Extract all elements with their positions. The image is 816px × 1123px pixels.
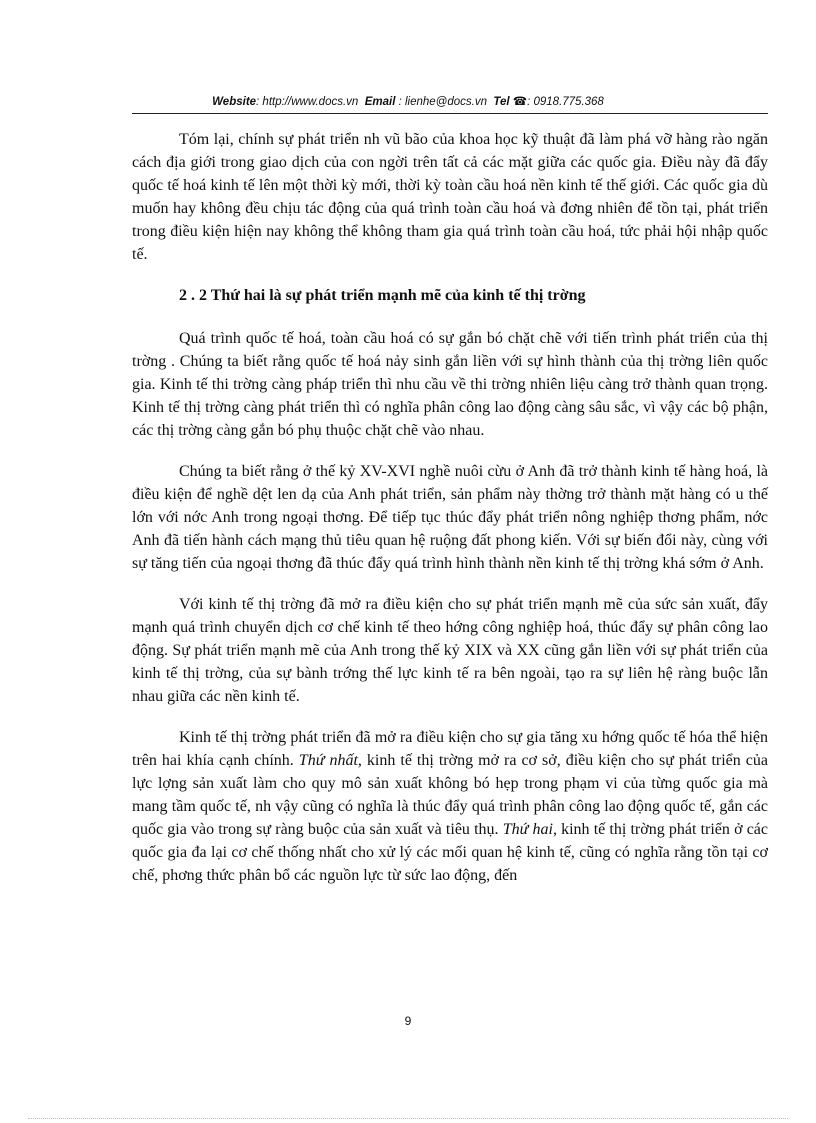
page-number: 9 <box>404 1014 412 1028</box>
email-label: Email <box>364 96 396 108</box>
tel-value: : 0918.775.368 <box>527 96 604 108</box>
tel-label: Tel ☎ <box>493 96 528 108</box>
header-divider <box>132 113 768 114</box>
paragraph-5-part-a: Kinh tế thị trờng phát triển đã mở ra điều kiện cho sự gia tăng xu hớng quốc tế hóa thể hiện trên hai khía cạnh chính. <box>132 729 768 769</box>
page-header <box>0 94 816 108</box>
paragraph-5-part-e: , kinh tế thị trờng phát triển ở các quốc gia đa lại cơ chế thống nhất cho xử lý các mối quan hệ kinh tế, cũng có nghĩa rằng tồn tại cơ chế, phơng thức phân bổ các nguồn lực từ sức lao động, đến <box>132 821 768 884</box>
paragraph-5 <box>132 726 768 887</box>
section-heading: 2 . 2 Thứ hai là sự phát triển mạnh mẽ của kinh tế thị trờng <box>179 287 586 304</box>
paragraph-4: Với kinh tế thị trờng đã mở ra điều kiện cho sự phát triển mạnh mẽ của sức sản xuất, đẩy mạnh quá trình chuyển dịch cơ chế kinh tế theo hớng công nghiệp hoá, thúc đẩy sự phân công lao động. Sự phát triển mạnh mẽ của Anh trong thế kỷ XIX và XX cũng gắn liền với sự phát triển của kinh tế thị trờng, của sự bành trớng thế lực kinh tế ra bên ngoài, tạo ra sự liên hệ ràng buộc lẫn nhau giữa các nền kinh tế. <box>132 596 768 705</box>
paragraph-5-emphasis-second: Thứ hai <box>502 821 553 838</box>
paragraph-3: Chúng ta biết rằng ở thế kỷ XV-XVI nghề nuôi cừu ở Anh đã trở thành kinh tế hàng hoá, là điều kiện để nghề dệt len dạ của Anh phát triển, sản phẩm này thờng trở thành mặt hàng có u thế lớn với nớc Anh trong ngoại thơng. Để tiếp tục thúc đẩy phát triển nông nghiệp thơng phẩm, nớc Anh đã tiến hành cách mạng thủ tiêu quan hệ ruộng đất phong kiến. Với sự biến đổi này, cùng với sự tăng tiến của ngoại thơng đã thúc đẩy quá trình hình thành nền kinh tế thị trờng khá sớm ở Anh. <box>132 463 768 572</box>
document-body <box>132 128 768 905</box>
website-label: Website <box>212 96 257 108</box>
paragraph-2: Quá trình quốc tế hoá, toàn cầu hoá có sự gắn bó chặt chẽ với tiến trình phát triển của thị trờng . Chúng ta biết rằng quốc tế hoá nảy sinh gắn liền với sự hình thành của thị trờng liên quốc gia. Kinh tế thi trờng càng pháp triển thì nhu cầu về thi trờng nhiên liệu càng trở thành quan trọng. Kinh tế thị trờng càng phát triển thì có nghĩa phân công lao động càng sâu sắc, vì vậy các bộ phận, các thị trờng càng gắn bó phụ thuộc chặt chẽ vào nhau. <box>132 330 768 439</box>
page-bottom-border <box>28 1118 788 1119</box>
paragraph-5-part-c: , kinh tế thị trờng mở ra cơ sở, điều kiện cho sự phát triển của lực lợng sản xuất làm cho quy mô sản xuất không bó hẹp trong phạm vi của từng quốc gia mà mang tầm quốc tế, nh vậy cũng có nghĩa là thúc đẩy quá trình phân công lao động quốc tế, gắn các quốc gia vào trong sự ràng buộc của sản xuất và tiêu thụ. <box>132 752 768 838</box>
paragraph-5-emphasis-first: Thứ nhất <box>298 752 358 769</box>
paragraph-1: Tóm lại, chính sự phát triển nh vũ bão của khoa học kỹ thuật đã làm phá vỡ hàng rào ngăn cách địa giới trong giao dịch của con ngời trên tất cả các mặt giữa các quốc gia. Điều này đã đẩy quốc tế hoá kinh tế lên một thời kỳ mới, thời kỳ toàn cầu hoá nền kinh tế thế giới. Các quốc gia dù muốn hay không đều chịu tác động của quá trình toàn cầu hoá và đơng nhiên để tồn tại, phát triển trong điều kiện hiện nay không thể không tham gia quá trình toàn cầu hoá, tức phải hội nhập quốc tế. <box>132 131 768 263</box>
email-value: : lienhe@docs.vn <box>398 96 487 108</box>
website-value: : http://www.docs.vn <box>256 96 359 108</box>
